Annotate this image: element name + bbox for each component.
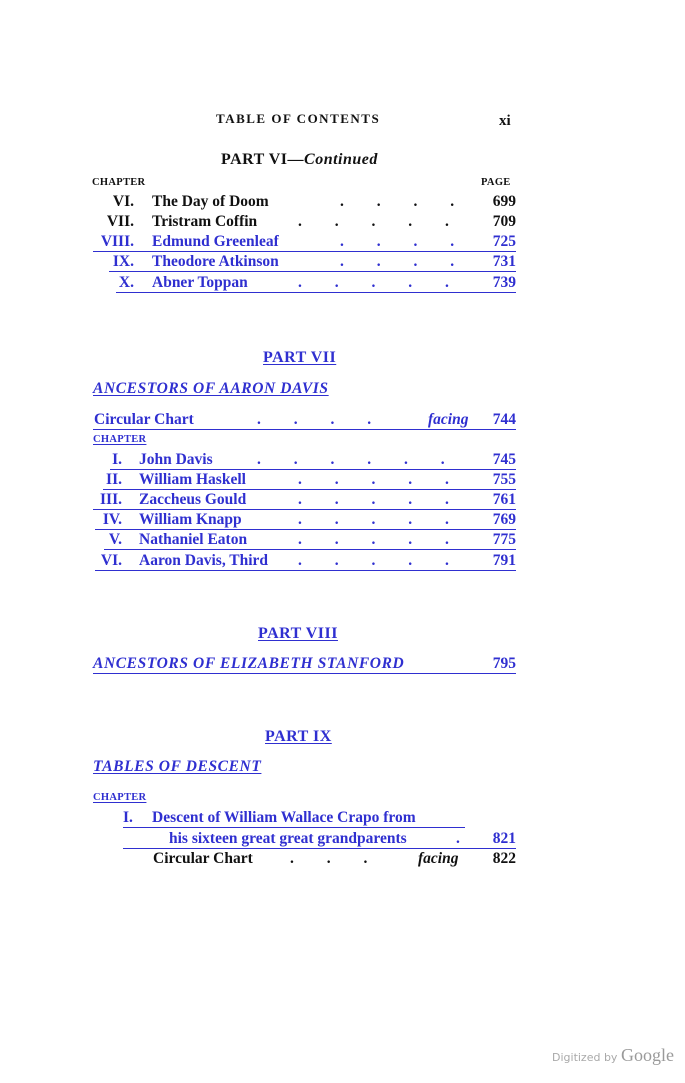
toc-row-page-link[interactable]: 769 [492, 511, 516, 528]
toc-row-page: 709 [492, 213, 516, 230]
toc-row-num-link[interactable]: I. [123, 809, 133, 826]
part8-title[interactable]: PART VIII [258, 625, 338, 642]
toc-row-title-link[interactable]: Aaron Davis, Third [139, 552, 269, 569]
toc-row-page-link[interactable]: 761 [492, 491, 516, 508]
link-underline [109, 271, 516, 272]
leader-dots: . . . . [340, 233, 455, 250]
toc-row-page-link[interactable]: 821 [492, 830, 516, 847]
link-underline [104, 549, 516, 550]
toc-row-title-link[interactable]: William Haskell [139, 471, 246, 488]
toc-row-title-link[interactable]: William Knapp [139, 511, 242, 528]
toc-row-num-link[interactable]: IX. [112, 253, 134, 270]
link-underline [95, 529, 516, 530]
link-underline [93, 251, 516, 252]
toc-row-page-link[interactable]: 739 [492, 274, 516, 291]
toc-row-title-link-cont[interactable]: his sixteen great great grandparents [169, 830, 407, 847]
link-underline [93, 509, 516, 510]
leader-dots: . . . [290, 850, 368, 867]
link-underline [110, 469, 516, 470]
toc-row-num-link[interactable]: VI. [100, 552, 122, 569]
digitized-watermark [552, 1045, 674, 1066]
link-underline [93, 429, 516, 430]
leader-dots: . . . . [340, 193, 455, 210]
toc-row-page-link[interactable]: 755 [492, 471, 516, 488]
part9-chapter-label: CHAPTER [93, 792, 147, 803]
google-logo: Google [620, 1045, 674, 1065]
part7-chapter-label: CHAPTER [93, 434, 147, 445]
toc-row-title-link[interactable]: John Davis [139, 451, 213, 468]
page-folio: xi [499, 113, 511, 129]
leader-dots: . . . . . [298, 552, 449, 569]
toc-row-page-link[interactable]: 791 [492, 552, 516, 569]
leader-dots: . . . . . [298, 471, 449, 488]
toc-row-page-link[interactable]: 725 [492, 233, 516, 250]
leader-dots: . . . . . [298, 274, 449, 291]
link-underline [95, 570, 516, 571]
leader-dots: . . . . [257, 411, 372, 428]
part6-chapter-label: CHAPTER [92, 177, 146, 188]
leader-dots: . . . . . [298, 213, 449, 230]
part6-title [221, 151, 378, 169]
link-underline [116, 292, 516, 293]
toc-row-num: VI. [112, 193, 134, 210]
toc-row-title-link[interactable]: Nathaniel Eaton [139, 531, 248, 548]
toc-row-title-link[interactable]: Theodore Atkinson [152, 253, 279, 270]
toc-row-page-link[interactable]: 775 [492, 531, 516, 548]
leader-dots: . [456, 830, 460, 847]
leader-dots: . . . . . . [257, 451, 445, 468]
circular-chart-entry: Circular Chart [153, 850, 253, 867]
toc-row-page-link[interactable]: 744 [492, 411, 516, 428]
toc-row-page-link[interactable]: 745 [492, 451, 516, 468]
toc-row-page: 699 [492, 193, 516, 210]
part6-title-text: PART VI— [221, 151, 305, 168]
toc-row-num-link[interactable]: I. [112, 451, 122, 468]
part6-page-label: PAGE [481, 177, 511, 188]
toc-row-num-link[interactable]: II. [106, 471, 122, 488]
part7-title[interactable]: PART VII [263, 349, 337, 366]
leader-dots: . . . . . [298, 491, 449, 508]
running-header: TABLE OF CONTENTS [216, 111, 381, 126]
link-underline [103, 489, 516, 490]
facing-label: facing [428, 411, 469, 428]
toc-row-num: VII. [106, 213, 134, 230]
link-underline [123, 848, 516, 849]
watermark-prefix: Digitized by [552, 1051, 618, 1064]
toc-row-num-link[interactable]: VIII. [100, 233, 134, 250]
link-underline [93, 673, 516, 674]
toc-row-title-link[interactable]: Edmund Greenleaf [152, 233, 279, 250]
facing-label: facing [418, 850, 459, 867]
leader-dots: . . . . . [298, 531, 449, 548]
leader-dots: . . . . . [298, 511, 449, 528]
toc-row-num-link[interactable]: III. [100, 491, 122, 508]
toc-row-title: The Day of Doom [152, 193, 269, 210]
toc-row-title-link[interactable]: Zaccheus Gould [139, 491, 247, 508]
toc-row-num-link[interactable]: X. [118, 274, 134, 291]
leader-dots: . . . . [340, 253, 455, 270]
toc-row-title-link[interactable]: Descent of William Wallace Crapo from [152, 809, 416, 826]
part9-title[interactable]: PART IX [265, 728, 332, 745]
toc-row-title-link[interactable]: Abner Toppan [152, 274, 248, 291]
toc-row-page-link[interactable]: 795 [492, 655, 516, 672]
toc-row-page-link[interactable]: 731 [492, 253, 516, 270]
part6-title-continued: Continued [304, 151, 378, 168]
circular-chart-link[interactable]: Circular Chart [94, 411, 194, 428]
part7-section-heading[interactable]: ANCESTORS OF AARON DAVIS [93, 380, 329, 397]
toc-row-title: Tristram Coffin [152, 213, 258, 230]
toc-row-page: 822 [492, 850, 516, 867]
toc-row-num-link[interactable]: V. [108, 531, 122, 548]
link-underline [123, 827, 465, 828]
part9-section-heading[interactable]: TABLES OF DESCENT [93, 758, 262, 775]
part8-section-heading[interactable]: ANCESTORS OF ELIZABETH STANFORD [93, 655, 405, 672]
toc-row-num-link[interactable]: IV. [102, 511, 122, 528]
